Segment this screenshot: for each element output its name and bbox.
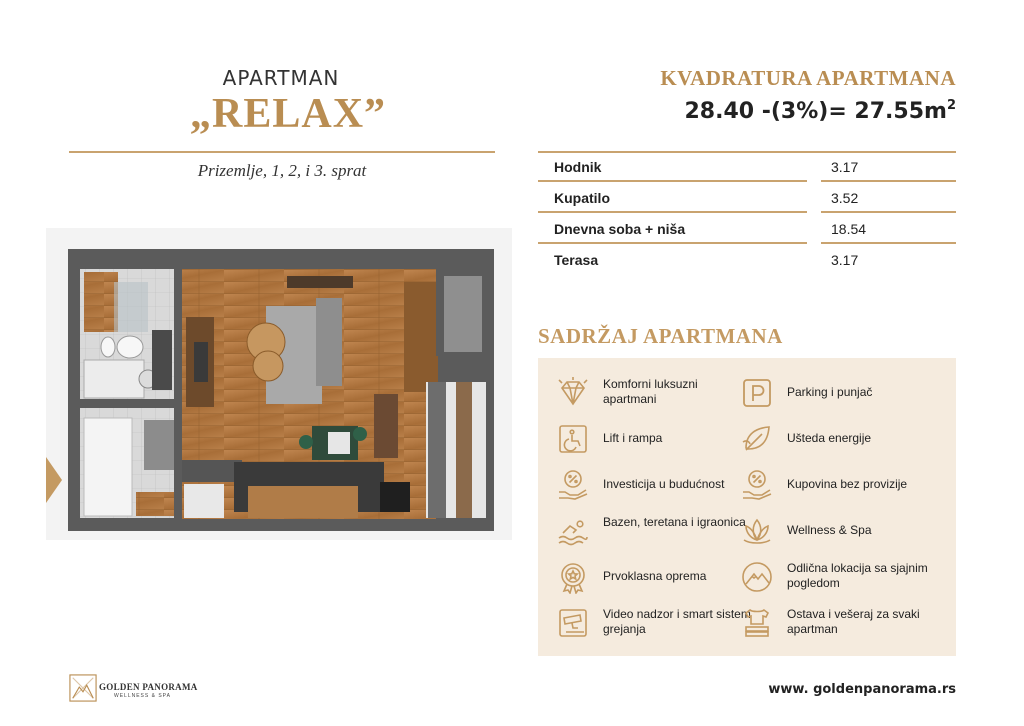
amenity-item — [546, 512, 746, 552]
area-formula-text: 28.40 -(3%)= 27.55m — [684, 99, 947, 124]
floor-plan-image — [44, 222, 514, 542]
mountain-icon — [740, 560, 774, 594]
amenity-text: Lift i rampa — [603, 431, 663, 445]
logo-icon — [69, 674, 97, 702]
play-arrow-icon — [46, 457, 62, 503]
row-label: Kupatilo — [554, 190, 610, 206]
amenities-panel — [538, 358, 956, 656]
area-title: KVADRATURA APARTMANA — [660, 66, 956, 90]
wheelchair-icon — [556, 422, 590, 456]
camera-icon — [556, 606, 590, 640]
area-formula — [560, 98, 956, 124]
floors-text: Prizemlje, 1, 2, i 3. sprat — [197, 161, 367, 180]
percent-hand-icon — [740, 468, 774, 502]
amenity-text: Investicija u budućnost — [603, 477, 725, 491]
amenity-text: Video nadzor i smart sistem grejanja — [603, 607, 751, 636]
amenity-item — [730, 420, 930, 460]
row-label: Terasa — [554, 252, 599, 268]
amenity-item — [546, 558, 746, 598]
laundry-icon — [740, 606, 774, 640]
row-value: 3.17 — [831, 252, 859, 268]
divider — [69, 151, 495, 153]
amenity-text: Bazen, teretana i igraonica — [603, 515, 746, 529]
amenity-text: Kupovina bez provizije — [787, 477, 908, 491]
amenity-item — [730, 374, 930, 414]
row-value: 18.54 — [831, 221, 867, 237]
amenity-item — [546, 604, 751, 644]
amenity-text: Ušteda energije — [787, 431, 872, 445]
logo-name: GOLDEN PANORAMA — [99, 682, 198, 692]
area-table — [538, 151, 956, 275]
lotus-icon — [740, 514, 774, 548]
amenity-item — [546, 420, 746, 460]
table-row — [538, 182, 956, 213]
apartment-label: APARTMAN — [222, 66, 340, 90]
amenity-item — [730, 466, 930, 506]
row-label: Hodnik — [554, 159, 602, 175]
amenities-title: SADRŽAJ APARTMANA — [538, 324, 783, 348]
amenity-item — [546, 374, 746, 414]
logo-subtitle: WELLNESS & SPA — [114, 693, 171, 699]
apartment-name: „RELAX” — [190, 91, 387, 137]
amenity-item — [730, 512, 930, 552]
amenity-item — [730, 558, 930, 598]
website-link[interactable]: www. goldenpanorama.rs — [768, 682, 956, 697]
diamond-icon — [556, 376, 590, 410]
row-value: 3.52 — [831, 190, 859, 206]
amenity-item — [730, 604, 930, 644]
amenity-text: Parking i punjač — [787, 385, 873, 399]
amenity-text: Prvoklasna oprema — [603, 569, 707, 583]
table-row — [538, 151, 956, 182]
amenity-item — [546, 466, 746, 506]
table-row — [538, 244, 956, 275]
row-value: 3.17 — [831, 159, 859, 175]
amenity-text: Odlična lokacija sa sjajnim pogledom — [787, 561, 928, 590]
swimmer-icon — [556, 514, 590, 548]
amenity-text: Wellness & Spa — [787, 523, 872, 537]
unit-power: 2 — [946, 98, 956, 113]
amenity-text: Ostava i vešeraj za svaki apartman — [787, 607, 920, 636]
leaf-icon — [740, 422, 774, 456]
parking-icon — [740, 376, 774, 410]
medal-icon — [556, 560, 590, 594]
percent-hand-icon — [556, 468, 590, 502]
row-label: Dnevna soba + niša — [554, 221, 686, 237]
table-row — [538, 213, 956, 244]
amenity-text: Komforni luksuzni apartmani — [603, 377, 698, 406]
